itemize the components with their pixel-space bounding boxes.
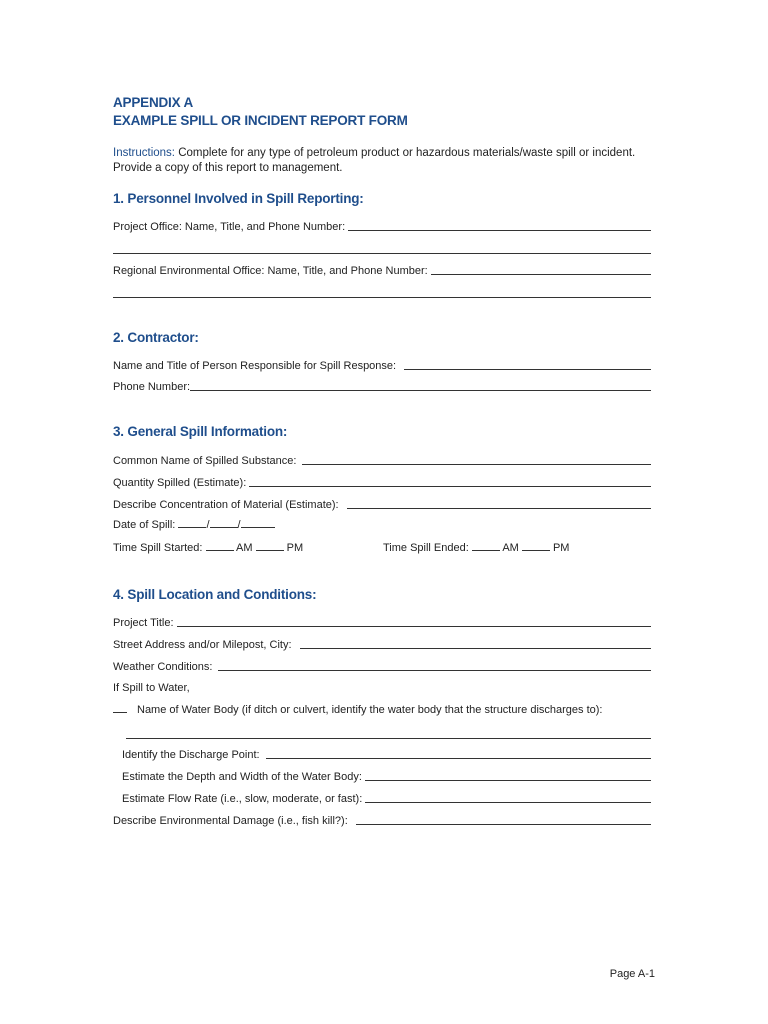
start-pm-blank[interactable] — [256, 541, 284, 551]
water-body-continuation-line[interactable] — [126, 726, 651, 742]
fill-line[interactable] — [113, 253, 651, 254]
flow-rate-label: Estimate Flow Rate (i.e., slow, moderate, or fast): — [122, 793, 363, 805]
responsible-person-field[interactable] — [113, 357, 651, 373]
fill-line[interactable] — [300, 648, 651, 649]
fill-line[interactable] — [126, 738, 651, 739]
water-body-label: Name of Water Body (if ditch or culvert, identify the water body that the structure discharges to): — [137, 704, 603, 716]
concentration-label: Describe Concentration of Material (Estimate): — [113, 499, 339, 511]
form-title: EXAMPLE SPILL OR INCIDENT REPORT FORM — [113, 113, 408, 128]
date-month-blank[interactable] — [178, 518, 206, 528]
discharge-point-field[interactable] — [122, 746, 651, 762]
fill-line[interactable] — [404, 369, 651, 370]
environmental-damage-label: Describe Environmental Damage (i.e., fish kill?): — [113, 815, 348, 827]
weather-field[interactable] — [113, 658, 651, 674]
regional-office-field[interactable] — [113, 262, 651, 278]
section-4-title: 4. Spill Location and Conditions: — [113, 587, 317, 602]
fill-line[interactable] — [302, 464, 651, 465]
end-am-blank[interactable] — [472, 541, 500, 551]
appendix-title: APPENDIX A — [113, 95, 194, 110]
project-office-label: Project Office: Name, Title, and Phone Number: — [113, 221, 346, 233]
responsible-person-label: Name and Title of Person Responsible for Spill Response: — [113, 360, 397, 372]
address-field[interactable] — [113, 636, 651, 652]
pm-label: PM — [552, 542, 570, 554]
section-1-title: 1. Personnel Involved in Spill Reporting: — [113, 191, 364, 206]
fill-line[interactable] — [347, 508, 651, 509]
project-title-field[interactable] — [113, 614, 651, 630]
pm-label: PM — [286, 542, 304, 554]
section-2-title: 2. Contractor: — [113, 330, 199, 345]
date-label: Date of Spill: — [113, 519, 176, 531]
environmental-damage-field[interactable] — [113, 812, 651, 828]
time-ended-field[interactable] — [383, 541, 569, 555]
project-office-continuation-line[interactable] — [113, 241, 651, 257]
water-body-field[interactable] — [113, 703, 602, 717]
fill-line[interactable] — [113, 297, 651, 298]
end-pm-blank[interactable] — [522, 541, 550, 551]
depth-width-label: Estimate the Depth and Width of the Water Body: — [122, 771, 362, 783]
flow-rate-field[interactable] — [122, 790, 651, 806]
date-separator: / — [237, 519, 241, 531]
regional-office-label: Regional Environmental Office: Name, Title, and Phone Number: — [113, 265, 428, 277]
instructions — [113, 146, 658, 176]
date-day-blank[interactable] — [210, 518, 238, 528]
am-label: AM — [502, 542, 519, 554]
weather-label: Weather Conditions: — [113, 661, 213, 673]
quantity-label: Quantity Spilled (Estimate): — [113, 477, 247, 489]
date-separator: / — [206, 519, 210, 531]
page-number: Page A-1 — [609, 968, 655, 980]
water-body-checkbox[interactable] — [113, 703, 127, 713]
time-started-label: Time Spill Started: — [113, 542, 203, 554]
depth-width-field[interactable] — [122, 768, 651, 784]
am-label: AM — [235, 542, 253, 554]
fill-line[interactable] — [365, 780, 651, 781]
heading-block — [113, 94, 408, 130]
discharge-point-label: Identify the Discharge Point: — [122, 749, 260, 761]
start-am-blank[interactable] — [206, 541, 234, 551]
date-of-spill-field[interactable] — [113, 518, 275, 532]
fill-line[interactable] — [190, 390, 651, 391]
fill-line[interactable] — [356, 824, 651, 825]
quantity-field[interactable] — [113, 474, 651, 490]
fill-line[interactable] — [177, 626, 651, 627]
concentration-field[interactable] — [113, 496, 651, 512]
phone-number-label: Phone Number: — [113, 381, 191, 393]
substance-label: Common Name of Spilled Substance: — [113, 455, 297, 467]
instructions-label: Instructions: — [113, 147, 175, 159]
date-year-blank[interactable] — [241, 518, 275, 528]
project-office-field[interactable] — [113, 218, 651, 234]
fill-line[interactable] — [365, 802, 651, 803]
fill-line[interactable] — [249, 486, 651, 487]
fill-line[interactable] — [266, 758, 651, 759]
fill-line[interactable] — [431, 274, 651, 275]
if-spill-to-water: If Spill to Water, — [113, 682, 190, 694]
address-label: Street Address and/or Milepost, City: — [113, 639, 292, 651]
substance-field[interactable] — [113, 452, 651, 468]
project-title-label: Project Title: — [113, 617, 174, 629]
instructions-text: Complete for any type of petroleum product or hazardous materials/waste spill or incident. Provide a copy of this report to management. — [113, 147, 636, 174]
fill-line[interactable] — [218, 670, 651, 671]
time-ended-label: Time Spill Ended: — [383, 542, 469, 554]
time-started-field[interactable] — [113, 541, 303, 555]
phone-number-field[interactable] — [113, 378, 651, 394]
fill-line[interactable] — [348, 230, 651, 231]
regional-office-continuation-line[interactable] — [113, 285, 651, 301]
section-3-title: 3. General Spill Information: — [113, 424, 288, 439]
